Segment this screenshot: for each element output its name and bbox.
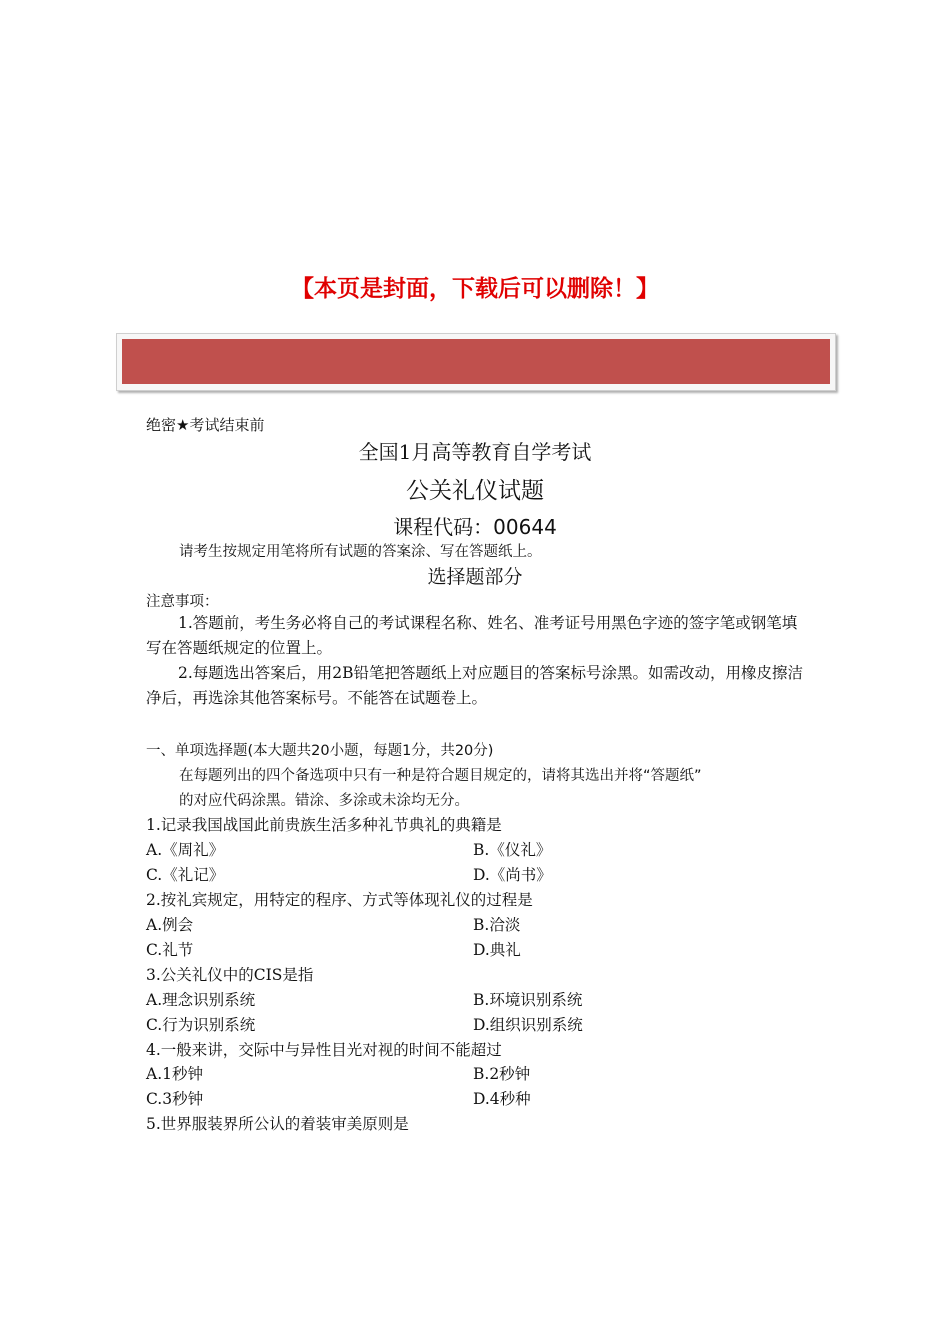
answer-instruction: 请考生按规定用笔将所有试题的答案涂、写在答题纸上。 bbox=[179, 544, 542, 560]
q2-option-d: D.典礼 bbox=[473, 941, 521, 959]
exam-name: 全国1月高等教育自学考试 bbox=[358, 440, 592, 464]
q3-option-d: D.组织识别系统 bbox=[473, 1016, 583, 1034]
confidential-label: 绝密★考试结束前 bbox=[146, 416, 265, 434]
question-4: 4.一般来讲，交际中与异性目光对视的时间不能超过 bbox=[146, 1041, 502, 1059]
part1-desc-line2: 的对应代码涂黑。错涂、多涂或未涂均无分。 bbox=[179, 793, 469, 809]
q3-option-b: B.环境识别系统 bbox=[473, 991, 583, 1009]
question-2: 2.按礼宾规定，用特定的程序、方式等体现礼仪的过程是 bbox=[146, 891, 533, 909]
q1-option-a: A.《周礼》 bbox=[146, 841, 225, 859]
q2-option-c: C.礼节 bbox=[146, 941, 194, 959]
q4-option-c: C.3秒钟 bbox=[146, 1090, 204, 1108]
q1-option-c: C.《礼记》 bbox=[146, 866, 225, 884]
note-2: 2.每题选出答案后，用2B铅笔把答题纸上对应题目的答案标号涂黑。如需改动，用橡皮擦洁净后，再选涂其他答案标号。不能答在试题卷上。 bbox=[146, 664, 804, 707]
course-code: 课程代码：00644 bbox=[393, 515, 557, 539]
red-banner bbox=[116, 333, 836, 391]
q4-option-b: B.2秒钟 bbox=[473, 1065, 531, 1083]
q2-option-a: A.例会 bbox=[146, 916, 194, 934]
note-1: 1.答题前，考生务必将自己的考试课程名称、姓名、准考证号用黑色字迹的签字笔或钢笔填写在答题纸规定的位置上。 bbox=[146, 614, 798, 657]
red-banner-fill bbox=[122, 339, 830, 384]
question-5: 5.世界服装界所公认的着装审美原则是 bbox=[146, 1115, 409, 1133]
question-3: 3.公关礼仪中的CIS是指 bbox=[146, 966, 314, 984]
q1-option-b: B.《仪礼》 bbox=[473, 841, 552, 859]
q4-option-a: A.1秒钟 bbox=[146, 1065, 203, 1083]
q1-option-d: D.《尚书》 bbox=[473, 866, 552, 884]
question-1: 1.记录我国战国此前贵族生活多种礼节典礼的典籍是 bbox=[146, 816, 502, 834]
q4-option-d: D.4秒种 bbox=[473, 1090, 531, 1108]
q3-option-c: C.行为识别系统 bbox=[146, 1016, 256, 1034]
part1-desc-line1: 在每题列出的四个备选项中只有一种是符合题目规定的，请将其选出并将“答题纸” bbox=[179, 768, 702, 784]
q3-option-a: A.理念识别系统 bbox=[146, 991, 256, 1009]
section-title: 选择题部分 bbox=[427, 566, 523, 588]
q2-option-b: B.洽淡 bbox=[473, 916, 521, 934]
cover-note: 【本页是封面，下载后可以删除！】 bbox=[291, 276, 659, 302]
notes-heading: 注意事项： bbox=[146, 594, 219, 610]
paper-title: 公关礼仪试题 bbox=[406, 478, 544, 504]
part1-heading: 一、单项选择题(本大题共20小题，每题1分，共20分) bbox=[146, 743, 494, 759]
